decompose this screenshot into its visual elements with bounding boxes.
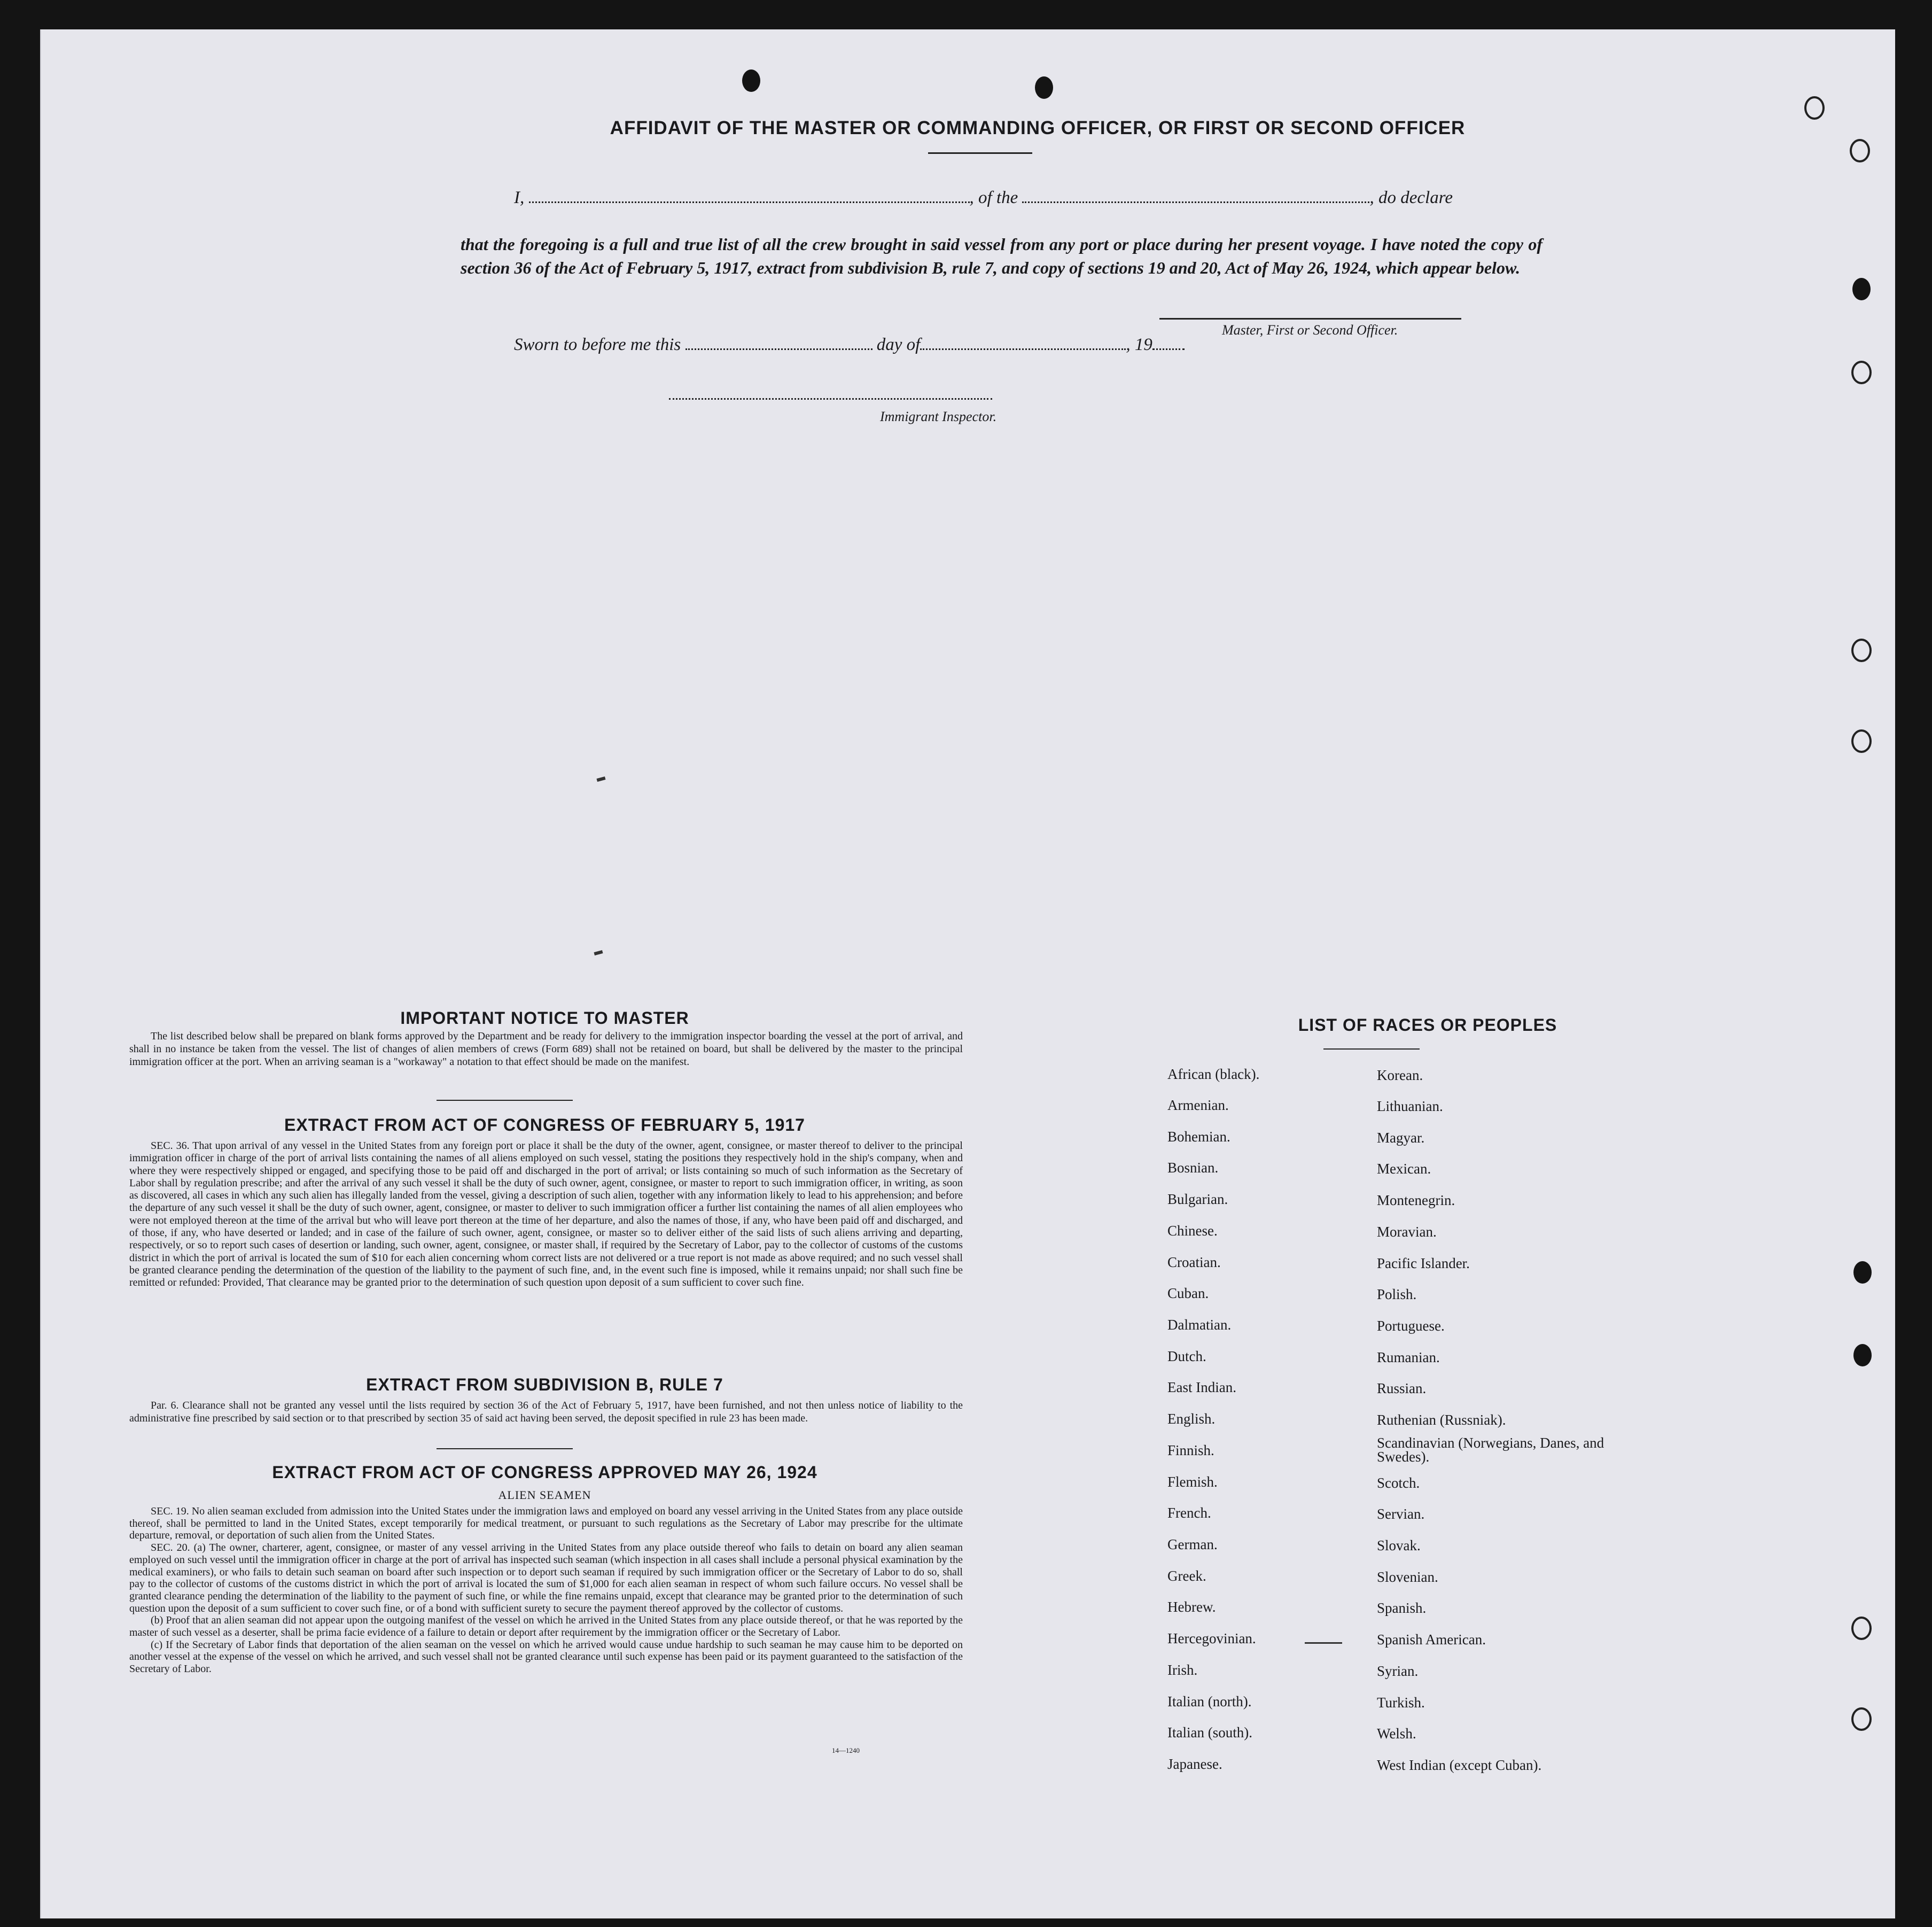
extract-rule7-paragraph: Par. 6. Clearance shall not be granted any vessel until the lists required by section 36 of the Act of February 5, 1917, have been furnished, and not then unless notice of liability to the administrative fine prescribed by said section or to that prescribed by section 35 of said act having been served, the deposit specified in rule 23 has been made. <box>129 1400 963 1424</box>
binder-hole <box>742 69 760 92</box>
race-item: Russian. <box>1377 1380 1427 1396</box>
race-item: Portuguese. <box>1377 1318 1445 1334</box>
race-item: English. <box>1167 1411 1216 1427</box>
race-item: Scandinavian (Norwegians, Danes, and Swedes). <box>1377 1435 1604 1465</box>
race-item: Bulgarian. <box>1167 1191 1228 1207</box>
notice-paragraph: The list described below shall be prepared on blank forms approved by the Department and be ready for delivery to the immigration inspector boarding the vessel at the port of arrival, and shall in no instance be taken from the vessel. The list of changes of alien members of crews (Form 689) shall not be retained on board, but shall be delivered by the master to the principal immigration officer at the port. When an arriving seaman is a "workaway" a notation to that effect should be made on the manifest. <box>129 1030 963 1068</box>
ink-mark <box>594 950 603 955</box>
binder-hole <box>1035 76 1053 99</box>
day-of-label: day of <box>876 335 921 354</box>
race-item: Slovenian. <box>1377 1569 1438 1585</box>
master-signature-line[interactable] <box>1159 318 1461 320</box>
race-item: Hercegovinian. <box>1167 1630 1256 1646</box>
section-rule <box>437 1100 573 1101</box>
race-item: East Indian. <box>1167 1379 1236 1395</box>
race-item: Italian (south). <box>1167 1724 1252 1740</box>
extract-1924-paragraph: (c) If the Secretary of Labor finds that deportation of the alien seaman on the vessel on which he arrived would cause undue hardship to such seaman he may cause him to be deported on another vessel at the expense of the vessel on which he arrived, and such vessel shall not be granted clearance until such expense has been paid or its payment guaranteed to the satisfaction of the Secretary of Labor. <box>129 1638 963 1675</box>
race-item: Irish. <box>1167 1662 1198 1678</box>
of-the-label: , of the <box>969 188 1018 207</box>
year-label: , 19 <box>1126 335 1152 354</box>
race-item: Croatian. <box>1167 1254 1221 1270</box>
race-item: Rumanian. <box>1377 1349 1440 1365</box>
race-item: Servian. <box>1377 1506 1425 1522</box>
do-declare-label: , do declare <box>1369 188 1453 207</box>
race-item: Spanish. <box>1377 1600 1427 1616</box>
races-title: LIST OF RACES OR PEOPLES <box>1298 1015 1557 1035</box>
binder-ring <box>1850 139 1870 162</box>
race-item: Turkish. <box>1377 1695 1425 1711</box>
race-item: Polish. <box>1377 1286 1417 1302</box>
race-item: Welsh. <box>1377 1726 1416 1742</box>
notice-text <box>129 1030 963 1068</box>
race-item: Italian (north). <box>1167 1693 1252 1710</box>
i-label: I, <box>514 188 525 207</box>
race-item: Bosnian. <box>1167 1160 1219 1176</box>
race-item: Greek. <box>1167 1568 1206 1584</box>
race-item: Flemish. <box>1167 1474 1218 1490</box>
race-item: Scotch. <box>1377 1475 1420 1491</box>
race-item: Magyar. <box>1377 1130 1425 1146</box>
race-item: Chinese. <box>1167 1223 1218 1239</box>
extract-1924-paragraph: SEC. 19. No alien seaman excluded from admission into the United States under the immigration laws and employed on board any vessel arriving in the United States from any place outside thereof, shall be permitted to land in the United States, except temporarily for medical treatment, or pursuant to such regulations as the Secretary of Labor may prescribe for the ultimate departure, removal, or deportation of such alien from the United States. <box>129 1505 963 1542</box>
ink-dash <box>1305 1642 1342 1644</box>
alien-seamen-subtitle: ALIEN SEAMEN <box>498 1488 591 1502</box>
sworn-label: Sworn to before me this <box>514 335 681 354</box>
affidavit-title: AFFIDAVIT OF THE MASTER OR COMMANDING OFFICER, OR FIRST OR SECOND OFFICER <box>610 118 1466 138</box>
sworn-day-field[interactable] <box>685 338 872 350</box>
race-item: Armenian. <box>1167 1097 1229 1113</box>
extract-1917-title: EXTRACT FROM ACT OF CONGRESS OF FEBRUARY 5, 1917 <box>284 1115 805 1135</box>
race-item: Hebrew. <box>1167 1599 1216 1615</box>
race-item: Dalmatian. <box>1167 1317 1232 1333</box>
vessel-field[interactable] <box>1022 191 1369 203</box>
affidavit-body: that the foregoing is a full and true list of all the crew brought in said vessel from any port or place during her present voyage. I have noted the copy of section 36 of the Act of February 5, 1917, extract from subdivision B, rule 7, and copy of sections 19 and 20, Act of May 26, 1924, which appear below. <box>461 235 1543 277</box>
race-item: African (black). <box>1167 1066 1260 1082</box>
race-item: Korean. <box>1377 1067 1423 1083</box>
extract-1924-title: EXTRACT FROM ACT OF CONGRESS APPROVED MAY 26, 1924 <box>272 1463 817 1482</box>
sworn-year-field[interactable] <box>1152 338 1185 350</box>
race-item: West Indian (except Cuban). <box>1377 1757 1542 1773</box>
title-rule <box>928 152 1032 154</box>
extract-rule7-title: EXTRACT FROM SUBDIVISION B, RULE 7 <box>366 1375 723 1394</box>
ink-mark <box>596 776 605 782</box>
binder-ring <box>1851 639 1872 662</box>
binder-hole <box>1852 278 1871 300</box>
race-item: Slovak. <box>1377 1537 1421 1553</box>
binder-ring <box>1851 1617 1872 1640</box>
inspector-signature-line[interactable] <box>669 397 992 400</box>
race-item: Cuban. <box>1167 1285 1209 1301</box>
binder-hole <box>1853 1344 1872 1366</box>
race-item: Finnish. <box>1167 1442 1214 1458</box>
notice-title: IMPORTANT NOTICE TO MASTER <box>400 1008 689 1028</box>
binder-ring <box>1804 96 1825 120</box>
section-rule <box>437 1448 573 1449</box>
race-item: Dutch. <box>1167 1348 1206 1364</box>
binder-ring <box>1851 1707 1872 1731</box>
race-item: Japanese. <box>1167 1756 1222 1772</box>
extract-1917-paragraph: SEC. 36. That upon arrival of any vessel in the United States from any foreign port or place it shall be the duty of the owner, agent, consignee, or master thereof to deliver to the principal immigration officer in charge of the port of arrival lists containing the names of all aliens employed on such vessel, stating the positions they respectively hold in the ship's company, when and where they were respectively shipped or engaged, and specifying those to be paid off and discharged in the port of arrival; or lists containing so much of such information as the Secretary of Labor shall by regulation prescribe; and after the arrival of any such vessel it shall be the duty of such owner, agent, consignee, or master to report to such immigration officer, in writing, as soon as discovered, all cases in which any such alien has illegally landed from the vessel, giving a description of such alien, together with any information likely to lead to his apprehension; and before the departure of any such vessel it shall be the duty of such owner, agent, consignee, or master to deliver to such immigration officer a further list containing the names of all alien employees who were not employed thereon at the time of the arrival but who will leave port thereon at the time of her departure, and also the names of those, if any, who have been paid off and discharged, and of those, if any, who have deserted or landed; and in case of the failure of such owner, agent, consignee, or master so to deliver either of the said lists of such aliens arriving and departing, respectively, or so to report such cases of desertion or landing, such owner, agent, consignee, or master shall, if required by the Secretary of Labor, pay to the collector of customs of the customs district in which the port of arrival is located the sum of $10 for each alien concerning whom correct lists are not delivered or a true report is not made as above required; and no such vessel shall be granted clearance pending the determination of the question of the liability to the payment of such fine, and, in the event such fine is imposed, while it remains unpaid; nor shall such fine be remitted or refunded: Provided, That clearance may be granted prior to the determination of such question upon deposit of a sum sufficient to cover such fine. <box>129 1140 963 1289</box>
inspector-label: Immigrant Inspector. <box>880 409 997 424</box>
extract-1924-paragraph: SEC. 20. (a) The owner, charterer, agent, consignee, or master of any vessel arriving in the United States from any place outside thereof who fails to detain on board any alien seaman employed on such vessel until the immigration officer in charge at the port of arrival has inspected such seaman (which inspection in all cases shall include a personal physical examination by the medical examiners), or who fails to detain such seaman on board after such inspection or to deport such seaman if required by such immigration officer or the Secretary of Labor to do so, shall pay to the collector of customs of the customs district in which the port of arrival is located the sum of $1,000 for each alien seaman in respect of whom such failure occurs. No vessel shall be granted clearance pending the determination of the liability to the payment of such fine, or while the fine remains unpaid, except that clearance may be granted prior to the determination of such question upon the deposit of a sum sufficient to cover such fine, or of a bond with sufficient surety to secure the payment thereof approved by the collector of customs. <box>129 1542 963 1614</box>
extract-rule7-text <box>129 1399 963 1425</box>
race-item: Bohemian. <box>1167 1129 1230 1145</box>
race-item: Mexican. <box>1377 1161 1431 1177</box>
race-item: Syrian. <box>1377 1663 1419 1679</box>
race-item: Ruthenian (Russniak). <box>1377 1412 1506 1428</box>
document-sheet <box>40 29 1895 1918</box>
form-number: 14—1240 <box>832 1746 860 1754</box>
extract-1924-paragraph: (b) Proof that an alien seaman did not appear upon the outgoing manifest of the vessel on which he arrived in the United States from any place outside thereof, or that he was reported by the master of such vessel as a deserter, shall be prima facie evidence of a failure to detain or deport after requirement by the immigration officer or the Secretary of Labor. <box>129 1614 963 1639</box>
sworn-month-field[interactable] <box>920 338 1126 350</box>
name-field[interactable] <box>529 191 970 203</box>
extract-1917-text <box>129 1140 963 1289</box>
affidavit-first-line <box>514 188 1453 208</box>
race-item: Lithuanian. <box>1377 1098 1443 1114</box>
race-item: Pacific Islander. <box>1377 1255 1470 1271</box>
binder-ring <box>1851 729 1872 753</box>
master-signature-label: Master, First or Second Officer. <box>1222 322 1398 338</box>
sworn-line <box>514 335 1185 355</box>
race-item: French. <box>1167 1505 1211 1521</box>
extract-1924-text <box>129 1505 963 1675</box>
race-item: German. <box>1167 1536 1218 1552</box>
binder-hole <box>1853 1261 1872 1284</box>
race-item: Montenegrin. <box>1377 1192 1455 1208</box>
race-item: Spanish American. <box>1377 1631 1486 1648</box>
race-item: Moravian. <box>1377 1224 1437 1240</box>
binder-ring <box>1851 361 1872 384</box>
races-title-rule <box>1323 1048 1420 1050</box>
